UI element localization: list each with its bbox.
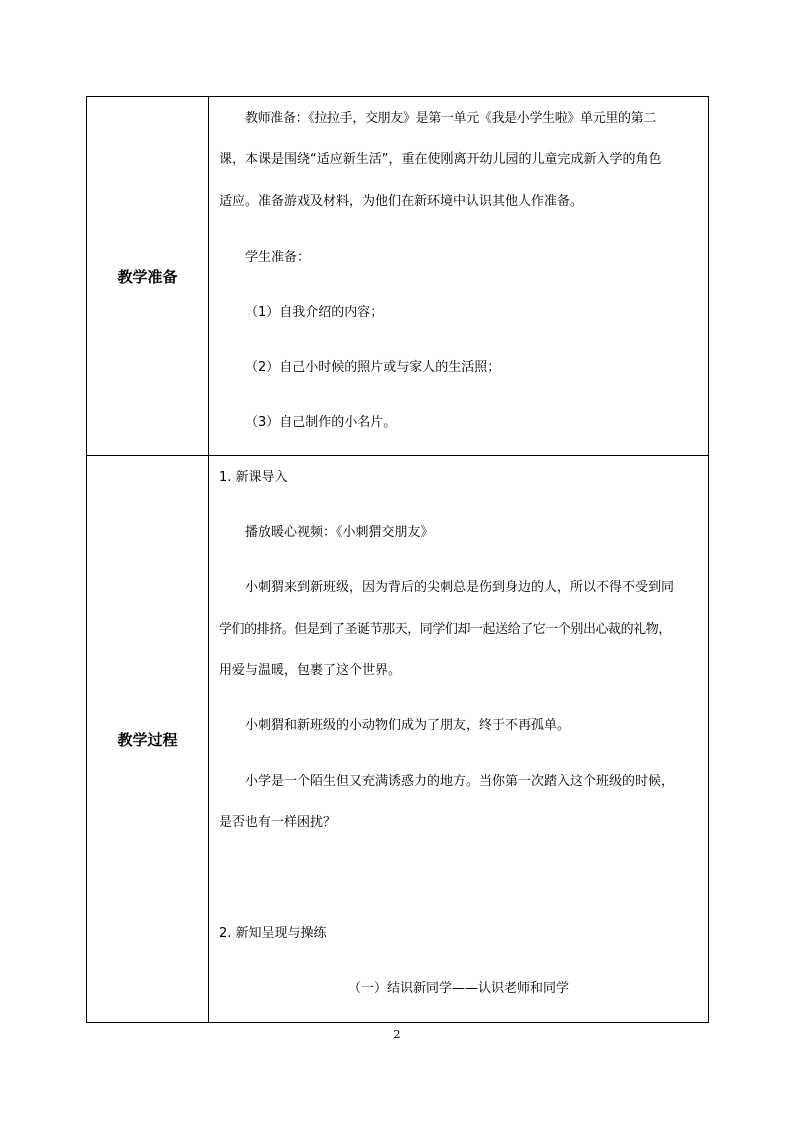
paragraph-line: 小刺猬来到新班级，因为背后的尖刺总是伤到身边的人，所以不得不受到同	[245, 580, 675, 595]
lesson-plan-table	[86, 96, 709, 1023]
paragraph-line: 用爱与温暖，包裹了这个世界。	[219, 663, 402, 678]
row-label-teaching-process: 教学过程	[87, 456, 209, 1023]
paragraph-line: 是否也有一样困扰？	[219, 815, 337, 830]
paragraph-line: 适应。准备游戏及材料，为他们在新环境中认识其他人作准备。	[219, 194, 584, 209]
section-heading: 1. 新课导入	[219, 470, 288, 485]
subsection-heading: （一）结识新同学——认识老师和同学	[347, 981, 569, 996]
list-item: （3）自己制作的小名片。	[245, 415, 397, 430]
paragraph-line: 课，本课是围绕“适应新生活”，重在使刚离开幼儿园的儿童完成新入学的角色	[219, 152, 662, 167]
page-number: 2	[393, 1028, 401, 1041]
table-row	[87, 456, 709, 1023]
teaching-preparation-cell	[209, 97, 709, 456]
list-item: （1）自我介绍的内容；	[245, 305, 384, 320]
paragraph-line: 小学是一个陌生但又充满诱惑力的地方。当你第一次踏入这个班级的时候，	[245, 774, 675, 789]
table-row	[87, 97, 709, 456]
paragraph-line: 教师准备：《拉拉手，交朋友》是第一单元《我是小学生啦》单元里的第二	[245, 111, 656, 126]
paragraph-line: 学们的排挤。但是到了圣诞节那天，同学们却一起送给了它一个别出心裁的礼物，	[219, 622, 671, 637]
paragraph-line: 播放暖心视频：《小刺猬交朋友》	[245, 525, 434, 540]
list-item: （2）自己小时候的照片或与家人的生活照；	[245, 360, 501, 375]
row-label-teaching-preparation: 教学准备	[87, 97, 209, 456]
section-heading: 2. 新知呈现与操练	[219, 926, 327, 941]
paragraph-line: 小刺猬和新班级的小动物们成为了朋友，终于不再孤单。	[245, 718, 571, 733]
teaching-process-cell	[209, 456, 709, 1023]
paragraph-line: 学生准备：	[245, 250, 311, 265]
